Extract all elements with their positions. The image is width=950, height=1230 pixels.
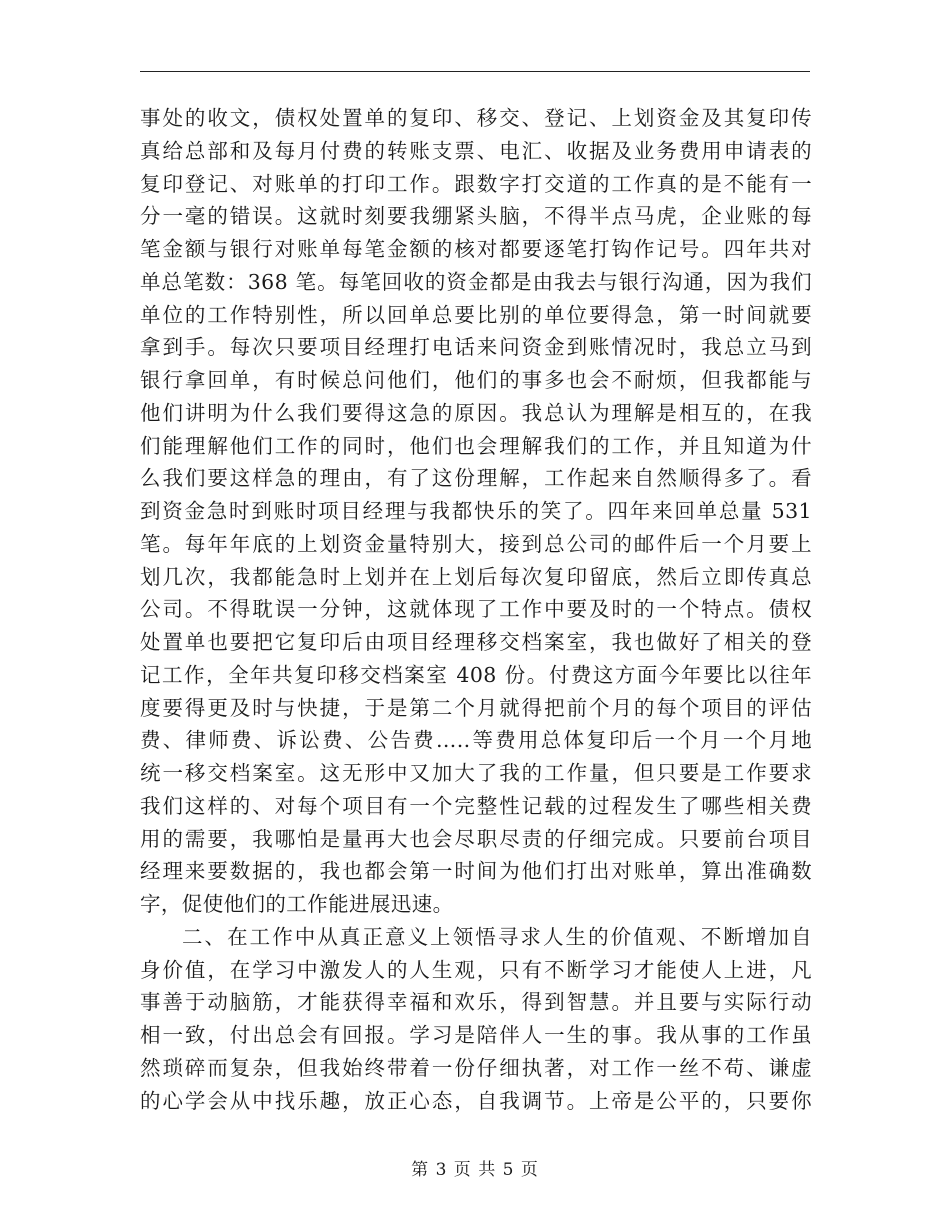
text-line: 事处的收文，债权处置单的复印、移交、登记、上划资金及其复印传 [140,106,812,130]
text-line: 到资金急时到账时项目经理与我都快乐的笑了。四年来回单总量 531 [140,499,812,523]
text-line: 我们这样的、对每个项目有一个完整性记载的过程发生了哪些相关费 [140,793,812,818]
paragraph-1 [140,102,812,921]
text-line: 事善于动脑筋，才能获得幸福和欢乐，得到智慧。并且要与实际行动 [140,990,812,1015]
text-line: 分一毫的错误。这就时刻要我绷紧头脑，不得半点马虎，企业账的每 [140,204,812,229]
document-body [140,102,812,1117]
text-line: 的心学会从中找乐趣，放正心态，自我调节。上帝是公平的，只要你 [140,1088,812,1113]
text-line: 相一致，付出总会有回报。学习是陪伴人一生的事。我从事的工作虽 [140,1023,812,1047]
text-line: 统一移交档案室。这无形中又加大了我的工作量，但只要是工作要求 [140,761,812,785]
text-line: 们能理解他们工作的同时，他们也会理解我们的工作，并且知道为什 [140,433,812,458]
text-line: 单位的工作特别性，所以回单总要比别的单位要得急，第一时间就要 [140,302,812,327]
text-line: 经理来要数据的，我也都会第一时间为他们打出对账单，算出准确数 [140,859,812,884]
text-line: 记工作，全年共复印移交档案室 408 份。付费这方面今年要比以往年 [140,662,812,687]
text-line: 单总笔数：368 笔。每笔回收的资金都是由我去与银行沟通，因为我们 [140,269,812,294]
text-line: 公司。不得耽误一分钟，这就体现了工作中要及时的一个特点。债权 [140,597,812,622]
paragraph-2 [140,921,812,1118]
page-number: 第 3 页 共 5 页 [411,1160,539,1180]
text-line: 费、律师费、诉讼费、公告费…..等费用总体复印后一个月一个月地 [140,728,812,753]
text-line: 处置单也要把它复印后由项目经理移交档案室，我也做好了相关的登 [140,630,812,654]
text-line: 么我们要这样急的理由，有了这份理解，工作起来自然顺得多了。看 [140,466,812,491]
header-rule [140,71,810,72]
text-line: 笔。每年年底的上划资金量特别大，接到总公司的邮件后一个月要上 [140,531,812,556]
text-line: 用的需要，我哪怕是量再大也会尽职尽责的仔细完成。只要前台项目 [140,826,812,851]
text-line: 字，促使他们的工作能进展迅速。 [140,892,454,916]
text-line: 划几次，我都能急时上划并在上划后每次复印留底，然后立即传真总 [140,564,812,589]
text-line: 笔金额与银行对账单每笔金额的核对都要逐笔打钩作记号。四年共对 [140,237,812,261]
text-line: 身价值，在学习中激发人的人生观，只有不断学习才能使人上进，凡 [140,957,812,982]
text-line: 然琐碎而复杂，但我始终带着一份仔细执著，对工作一丝不苟、谦虚 [140,1055,812,1080]
text-line: 真给总部和及每月付费的转账支票、电汇、收据及业务费用申请表的 [140,138,812,163]
text-line: 银行拿回单，有时候总问他们，他们的事多也会不耐烦，但我都能与 [140,368,812,392]
text-line: 二、在工作中从真正意义上领悟寻求人生的价值观、不断增加自 [182,924,812,949]
text-line: 他们讲明为什么我们要得这急的原因。我总认为理解是相互的，在我 [140,400,812,425]
text-line: 度要得更及时与快捷，于是第二个月就得把前个月的每个项目的评估 [140,695,812,720]
text-line: 拿到手。每次只要项目经理打电话来问资金到账情况时，我总立马到 [140,335,812,360]
text-line: 复印登记、对账单的打印工作。跟数字打交道的工作真的是不能有一 [140,171,812,196]
